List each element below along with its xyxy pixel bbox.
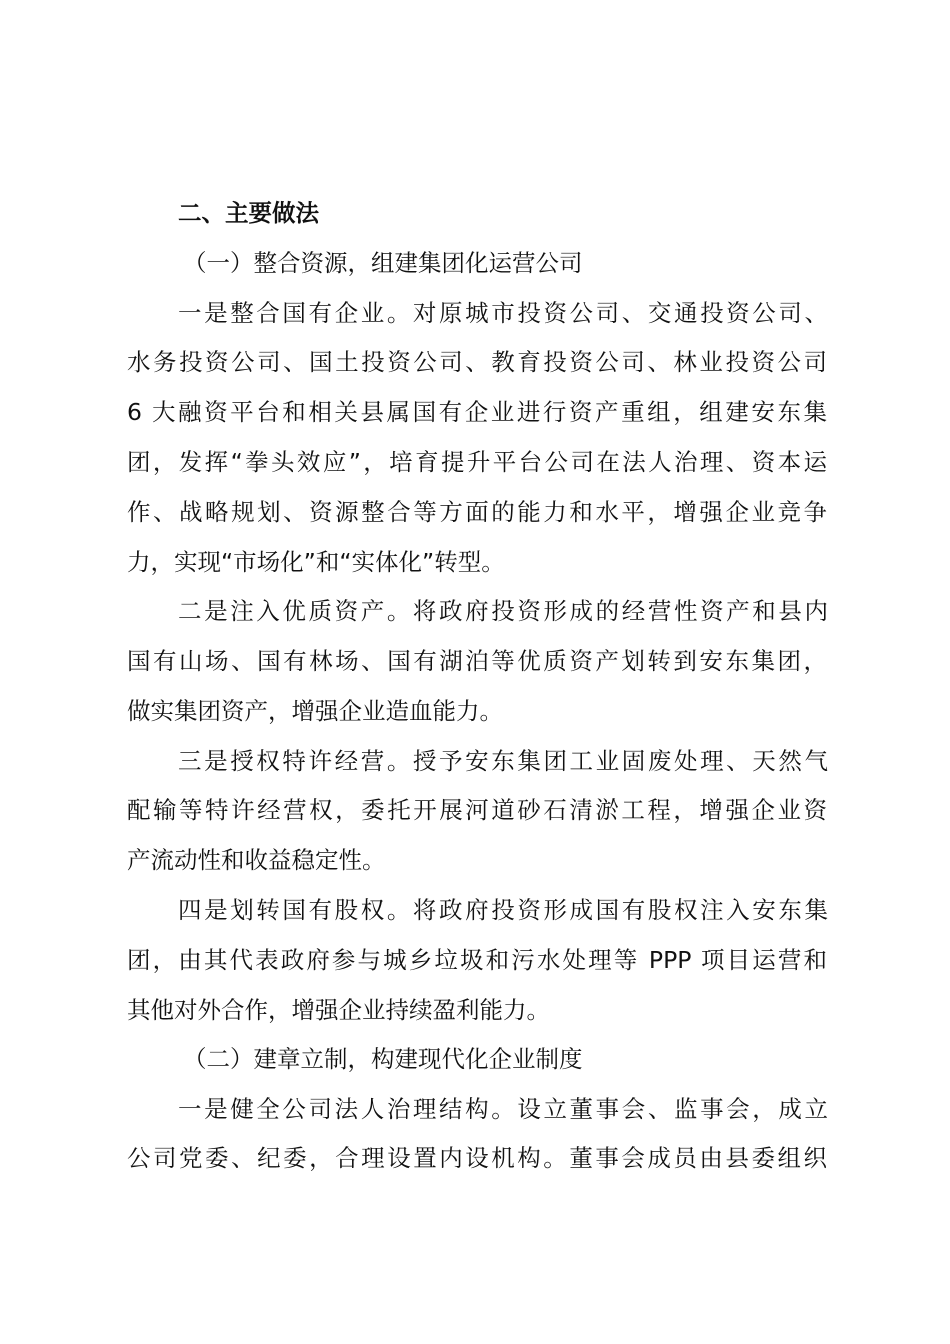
paragraph-line: 二是注入优质资产。将政府投资形成的经营性资产和县内 — [178, 597, 828, 625]
paragraph-line: 做实集团资产，增强企业造血能力。 — [127, 697, 503, 725]
paragraph-line: 团，由其代表政府参与城乡垃圾和污水处理等 PPP 项目运营和 — [127, 946, 827, 974]
paragraph-line: 一是整合国有企业。对原城市投资公司、交通投资公司、 — [178, 299, 828, 327]
subsection-title-1: （一）整合资源，组建集团化运营公司 — [183, 249, 583, 277]
paragraph-line: 6 大融资平台和相关县属国有企业进行资产重组，组建安东集 — [127, 398, 827, 426]
paragraph-line: 力，实现“市场化”和“实体化”转型。 — [127, 548, 505, 576]
paragraph-line: 产流动性和收益稳定性。 — [127, 846, 386, 874]
paragraph-line: 三是授权特许经营。授予安东集团工业固废处理、天然气 — [178, 747, 828, 775]
paragraph-line: 四是划转国有股权。将政府投资形成国有股权注入安东集 — [178, 896, 828, 924]
paragraph-line: 国有山场、国有林场、国有湖泊等优质资产划转到安东集团， — [127, 647, 827, 675]
paragraph-line: 水务投资公司、国土投资公司、教育投资公司、林业投资公司 — [127, 348, 827, 376]
paragraph-line: 团，发挥“拳头效应”，培育提升平台公司在法人治理、资本运 — [127, 448, 827, 476]
paragraph-line: 其他对外合作，增强企业持续盈利能力。 — [127, 996, 550, 1024]
section-heading: 二、主要做法 — [178, 199, 319, 227]
subsection-title-2: （二）建章立制，构建现代化企业制度 — [183, 1045, 583, 1073]
paragraph-line: 配输等特许经营权，委托开展河道砂石清淤工程，增强企业资 — [127, 796, 827, 824]
paragraph-line: 公司党委、纪委，合理设置内设机构。董事会成员由县委组织 — [127, 1144, 827, 1172]
paragraph-line: 一是健全公司法人治理结构。设立董事会、监事会，成立 — [178, 1095, 828, 1123]
paragraph-line: 作、战略规划、资源整合等方面的能力和水平，增强企业竞争 — [127, 498, 827, 526]
